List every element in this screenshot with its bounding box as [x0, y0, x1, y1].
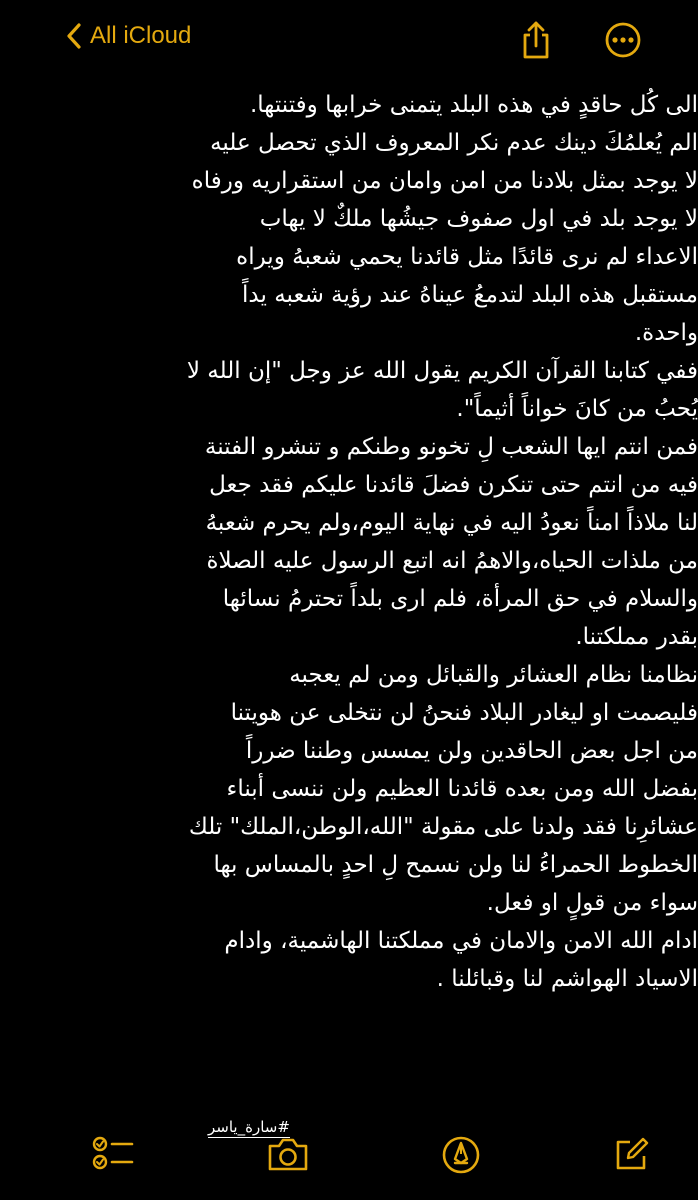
share-icon	[519, 20, 553, 60]
more-icon	[603, 20, 643, 60]
camera-icon	[266, 1134, 310, 1174]
back-label: All iCloud	[90, 22, 192, 49]
navigation-bar	[0, 0, 675, 86]
note-body[interactable]	[66, 86, 698, 1126]
note-paragraph: ففي كتابنا القرآن الكريم يقول الله عز وجل "إن الله لا يُحبُ من كانَ خواناً أثيماً".	[186, 358, 698, 422]
bottom-toolbar	[0, 1110, 675, 1200]
camera-button[interactable]	[266, 1134, 310, 1178]
note-paragraph: نظامنا نظام العشائر والقبائل ومن لم يعجبه فليصمت او ليغادر البلاد فنحنُ لن نتخلى عن هويتنا من اجل بعض الحاقدين ولن يمسس وطننا ضرراً بفضل الله ومن بعده قائدنا العظيم ولن ننسى أبناء عشائرِنا فقد ولدنا على مقولة "الله،الوطن،الملك" تلك الخطوط الحمراءُ لنا ولن نسمح لِ احدٍ بالمساس بها سواء من قولٍ او فعل.	[188, 662, 698, 916]
note-paragraph: فمن انتم ايها الشعب لِ تخونو وطنكم و تنشرو الفتنة فيه من انتم حتى تنكرن فضلَ قائدنا عليكم فقد جعل لنا ملاذاً امناً نعودُ اليه في نهاية اليوم،ولم يحرم شعبهُ من ملذات الحياه،والاهمُ انه اتبع الرسول عليه الصلاة والسلام في حق المرأة، فلم ارى بلداً تحترمُ نسائها بقدر مملكتنا.	[204, 434, 698, 650]
note-paragraph: الم يُعلمُكَ دينك عدم نكر المعروف الذي تحصل عليه لا يوجد بمثل بلادنا من امن وامان من استقراريه ورفاه لا يوجد بلد في اول صفوف جيشُها ملكٌ لا يهاب الاعداء لم نرى قائدًا مثل قائدنا يحمي شعبهُ ويراه مستقبل هذه البلد لتدمعُ عيناهُ عند رؤية شعبه يداً واحدة.	[191, 130, 698, 346]
hashtag-link[interactable]: #سارة_ياسر	[208, 1118, 290, 1136]
checklist-icon	[92, 1134, 134, 1174]
share-button[interactable]	[519, 20, 553, 64]
more-options-button[interactable]	[603, 20, 643, 64]
compose-button[interactable]	[612, 1134, 652, 1178]
note-paragraph: الى كُل حاقدٍ في هذه البلد يتمنى خرابها وفتنتها.	[249, 92, 698, 118]
compose-icon	[612, 1134, 652, 1174]
checklist-button[interactable]	[92, 1134, 134, 1178]
back-button[interactable]	[66, 22, 191, 50]
chevron-left-icon	[66, 22, 82, 50]
markup-button[interactable]	[440, 1134, 482, 1180]
markup-icon	[440, 1134, 482, 1176]
note-paragraph: ادام الله الامن والامان في مملكتنا الهاشمية، وادام الاسياد الهواشم لنا وقبائلنا .	[224, 928, 698, 992]
